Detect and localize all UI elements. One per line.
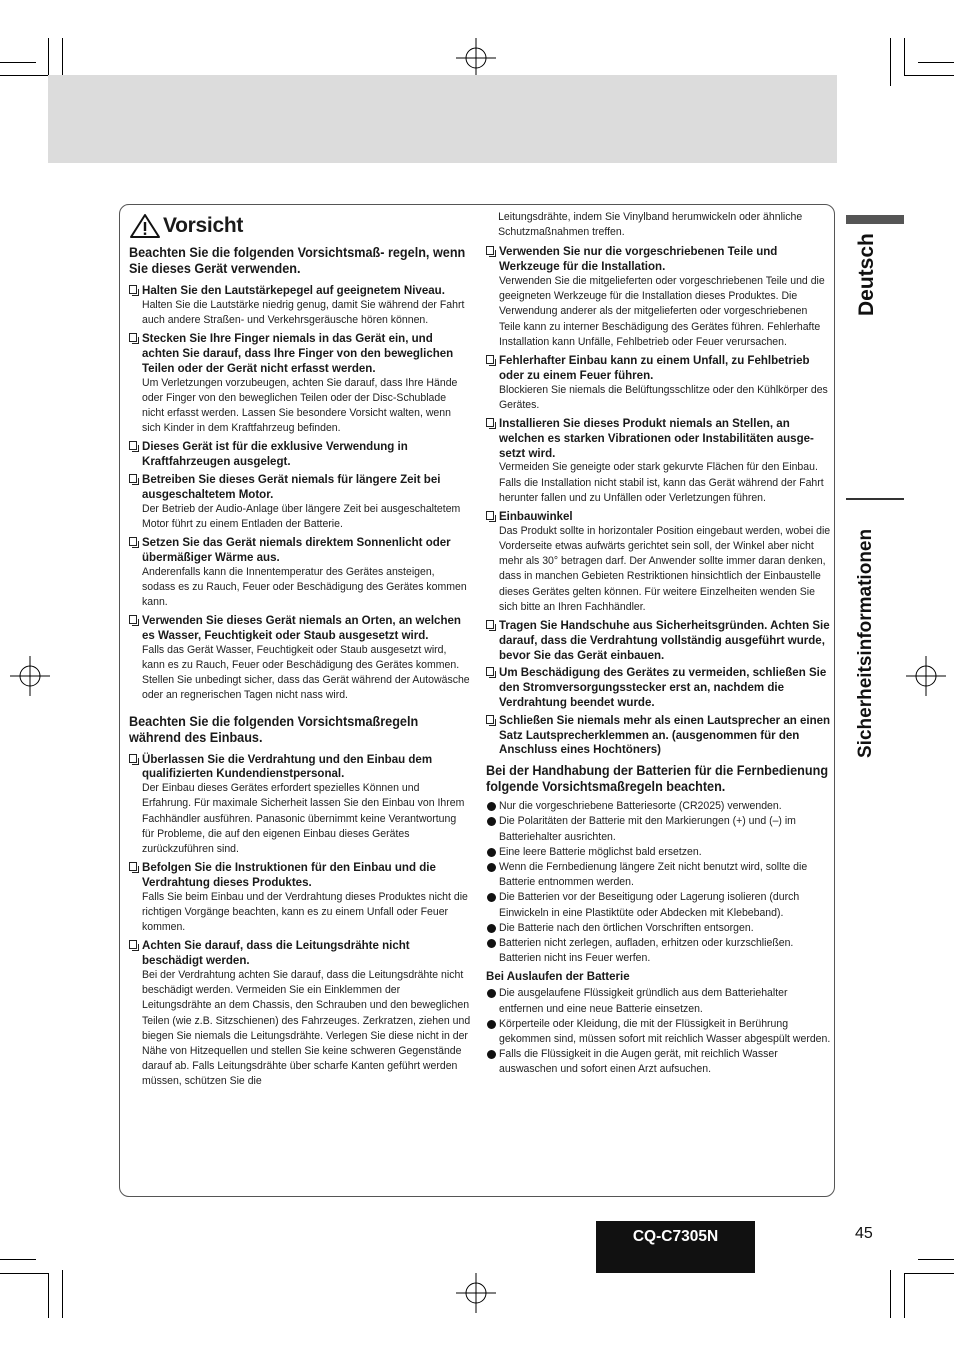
page-number: 45 xyxy=(855,1225,873,1242)
bullet-text: Die Batterie nach den örtlichen Vorschriften entsorgen. xyxy=(499,921,754,934)
battery-precautions-list xyxy=(486,799,830,966)
bullet-item xyxy=(486,860,830,890)
checkbox-bullet-icon xyxy=(129,333,137,342)
bullet-item xyxy=(486,814,830,844)
section-heading-installation: Beachten Sie die folgenden Vorsichtsmaßregeln während des Einbaus. xyxy=(129,713,419,745)
installation-precautions-list-continued xyxy=(486,244,830,757)
checkbox-bullet-icon xyxy=(486,246,494,255)
checkbox-bullet-icon xyxy=(129,537,137,546)
bullet-dot-icon xyxy=(487,848,496,857)
checkbox-bullet-icon xyxy=(129,862,137,871)
registration-mark-icon xyxy=(456,38,496,78)
precaution-item xyxy=(486,665,830,709)
checkbox-bullet-icon xyxy=(129,441,137,450)
precaution-heading: Betreiben Sie dieses Gerät niemals für längere Zeit bei ausgeschaltetem Motor. xyxy=(142,472,441,501)
header-banner xyxy=(48,75,837,163)
precaution-item xyxy=(486,713,830,757)
language-label: Deutsch xyxy=(855,233,878,316)
precaution-heading: Verwenden Sie dieses Gerät niemals an Orten, an welchen es Wasser, Feuchtigkeit oder Staub ausgesetzt wird. xyxy=(142,613,461,642)
precaution-heading: Dieses Gerät ist für die exklusive Verwendung in Kraftfahrzeugen ausgelegt. xyxy=(142,439,408,469)
bullet-text: Wenn die Fernbedienung längere Zeit nicht benutzt wird, sollte die Batterie entnommen werden. xyxy=(499,861,808,889)
section-label: Sicherheitsinformationen xyxy=(855,528,876,758)
page-title: Vorsicht xyxy=(163,214,244,237)
bullet-item xyxy=(486,986,830,1016)
bullet-dot-icon xyxy=(487,893,496,902)
checkbox-bullet-icon xyxy=(486,418,494,427)
bullet-text: Eine leere Batterie möglichst bald ersetzen. xyxy=(499,845,702,858)
precaution-heading: Einbauwinkel xyxy=(499,509,573,524)
sidebar-divider xyxy=(846,498,904,500)
bullet-dot-icon xyxy=(487,1020,496,1029)
precaution-heading: Halten Sie den Lautstärkepegel auf geeignetem Niveau. xyxy=(142,283,445,297)
bullet-text: Die Polaritäten der Batterie mit den Markierungen (+) und (–) im Batteriehalter ausrichten. xyxy=(499,815,796,843)
bullet-item xyxy=(486,845,830,860)
checkbox-bullet-icon xyxy=(129,940,137,949)
content-frame xyxy=(119,204,835,1197)
precaution-heading: Verwenden Sie nur die vorgeschriebenen Teile und Werkzeuge für die Installation. xyxy=(499,244,778,274)
battery-leak-list xyxy=(486,986,830,1077)
checkbox-bullet-icon xyxy=(486,355,494,364)
precaution-item xyxy=(486,416,830,506)
precaution-item xyxy=(129,331,469,436)
precaution-heading: Setzen Sie das Gerät niemals direktem Sonnenlicht oder übermäßiger Wärme aus. xyxy=(142,535,451,564)
bullet-dot-icon xyxy=(487,924,496,933)
precaution-body: Der Betrieb der Audio-Anlage über längere Zeit bei ausgeschaltetem Motor führt zu einem Entladen der Batterie. xyxy=(142,502,461,530)
bullet-text: Die Batterien vor der Beseitigung oder Lagerung isolieren (durch Einwickeln in eine Plastiktüte oder Abdecken mit Klebeband). xyxy=(499,891,800,919)
precaution-item xyxy=(129,472,469,532)
bullet-item xyxy=(486,799,830,814)
precaution-heading: Achten Sie darauf, dass die Leitungsdrähte nicht beschädigt werden. xyxy=(142,938,410,968)
bullet-text: Die ausgelaufene Flüssigkeit gründlich aus dem Batteriehalter entfernen und eine neue Batterie einsetzen. xyxy=(499,987,788,1015)
model-number: CQ-C7305N xyxy=(632,1228,719,1245)
precaution-heading: Um Beschädigung des Gerätes zu vermeiden, schließen Sie den Stromversorgungsstecker erst an, nachdem die Verdrahtung beendet wurde. xyxy=(499,665,827,710)
warning-triangle-icon xyxy=(129,213,161,239)
bullet-item xyxy=(486,1047,830,1077)
precaution-body: Halten Sie die Lautstärke niedrig genug, damit Sie während der Fahrt auch andere Straßen- und Verkehrsgeräusche hören können. xyxy=(142,298,465,326)
checkbox-bullet-icon xyxy=(129,615,137,624)
left-column xyxy=(129,205,469,1093)
precaution-item xyxy=(129,283,469,328)
checkbox-bullet-icon xyxy=(486,715,494,724)
precaution-heading: Befolgen Sie die Instruktionen für den Einbau und die Verdrahtung dieses Produktes. xyxy=(142,860,436,890)
precaution-body: Anderenfalls kann die Innentemperatur des Gerätes ansteigen, sodass es zu Rauch, Feuer oder Beschädigung des Gerätes kommen kann. xyxy=(142,565,467,608)
bullet-item xyxy=(486,936,830,966)
checkbox-bullet-icon xyxy=(486,620,494,629)
precaution-body: Blockieren Sie niemals die Belüftungsschlitze oder den Kühlkörper des Gerätes. xyxy=(499,383,828,411)
bullet-dot-icon xyxy=(487,989,496,998)
precaution-body: Das Produkt sollte in horizontaler Position eingebaut werden, wobei die Vorderseite etwas aufwärts gerichtet sein soll, der Winkel aber nicht mehr als 30° betragen darf. Der Anwender sollte immer daran denken, dass in manchen Gebieten Restriktionen hinsichtlich der Einbaustelle dieses Gerätes gelten können. Für weitere Einzelheiten wenden Sie sich bitte an Ihren Fachhändler. xyxy=(499,524,831,613)
precaution-heading: Überlassen Sie die Verdrahtung und den Einbau dem qualifizierten Kundendienstpersonal. xyxy=(142,751,433,781)
precaution-item xyxy=(129,613,469,703)
precaution-body: Verwenden Sie die mitgelieferten oder vorgeschriebenen Teile und die geeigneten Werkzeuge für die Installation dieses Produktes. Die Verwendung anderer als der mitgelieferten oder vorgeschriebenen Teile kann zu interner Beschädigung des Gerätes führen. Fehlerhafte Installation kann Unfälle, Fehlbetrieb oder Feuer verursachen. xyxy=(499,275,825,348)
precaution-item xyxy=(129,535,469,610)
bullet-dot-icon xyxy=(487,939,496,948)
right-column xyxy=(486,205,830,1078)
bullet-dot-icon xyxy=(487,1050,496,1059)
bullet-item xyxy=(486,890,830,920)
precaution-body: Falls Sie beim Einbau und der Verdrahtung dieses Produktes nicht die richtigen Vorgänge beachten, kann es zu einem Unfall oder Feuer kommen. xyxy=(142,890,468,934)
precaution-heading: Schließen Sie niemals mehr als einen Lautsprecher an einen Satz Lautsprecherklemmen an. (ausgenommen für den Anschluss eines Hochtöners) xyxy=(499,712,831,757)
title-row xyxy=(129,213,469,239)
precaution-heading: Tragen Sie Handschuhe aus Sicherheitsgründen. Achten Sie darauf, dass die Verdrahtung vollständig ausgeführt wurde, bevor Sie das Gerät einbauen. xyxy=(499,618,830,662)
precaution-item xyxy=(486,353,830,413)
precaution-item xyxy=(486,509,830,615)
checkbox-bullet-icon xyxy=(486,667,494,676)
registration-mark-icon xyxy=(10,656,50,696)
precaution-heading: Stecken Sie Ihre Finger niemals in das Gerät ein, und achten Sie darauf, dass Ihre Finger von den beweglichen Teilen oder der Gerät nicht erfasst werden. xyxy=(142,331,454,375)
bullet-text: Körperteile oder Kleidung, die mit der Flüssigkeit in Berührung gekommen sind, müssen sofort mit reichlich Wasser abgespült werden. xyxy=(499,1017,831,1046)
sidebar-accent-bar xyxy=(846,215,904,224)
precaution-body: Um Verletzungen vorzubeugen, achten Sie darauf, dass Ihre Hände oder Finger von den beweglichen Teilen oder der Disc-Schublade nicht erfasst werden. Lassen Sie besondere Vorsicht walten, wenn sich Kinder in dem Kraftfahrzeug befinden. xyxy=(142,376,458,435)
precaution-heading: Fehlerhafter Einbau kann zu einem Unfall, zu Fehlbetrieb oder zu einem Feuer führen. xyxy=(499,353,810,382)
bullet-text: Falls die Flüssigkeit in die Augen gerät, mit reichlich Wasser auswaschen und sofort einen Arzt aufsuchen. xyxy=(499,1048,778,1076)
installation-precautions-list xyxy=(129,752,469,1090)
precaution-body: Vermeiden Sie geneigte oder stark gekurvte Flächen für den Einbau. Falls die Installation nicht stabil ist, kann das Gerät während der Fahrt herunter fallen und zu Unfällen oder Verletzungen führen. xyxy=(499,461,824,504)
bullet-item xyxy=(486,921,830,936)
bullet-text: Batterien nicht zerlegen, aufladen, erhitzen oder kurzschließen. Batterien nicht ins Feuer werfen. xyxy=(499,937,794,965)
precaution-heading: Installieren Sie dieses Produkt niemals an Stellen, an welchen es starken Vibrationen oder Instabilitäten ausge- setzt wird. xyxy=(499,416,814,460)
precaution-item xyxy=(129,860,469,935)
section-heading-batteries: Bei der Handhabung der Batterien für die Fernbedienung folgende Vorsichtsmaßregeln beachten. xyxy=(486,763,829,795)
continuation-text: Leitungsdrähte, indem Sie Vinylband herumwickeln oder ähnliche Schutzmaßnahmen treffen. xyxy=(498,211,803,239)
precaution-item xyxy=(129,938,469,1089)
section-heading-usage: Beachten Sie die folgenden Vorsichtsmaß- regeln, wenn Sie dieses Gerät verwenden. xyxy=(129,245,466,276)
precaution-item xyxy=(129,439,469,469)
bullet-dot-icon xyxy=(487,817,496,826)
usage-precautions-list xyxy=(129,283,469,704)
section-heading-battery-leak: Bei Auslaufen der Batterie xyxy=(486,969,630,984)
precaution-body: Der Einbau dieses Gerätes erfordert spezielles Können und Erfahrung. Für maximale Sicherheit lassen Sie den Einbau von Ihrem Fachhändler ausführen. Panasonic übernimmt keine Verantwortung für Probleme, die auf den eigenen Einbau dieses Gerätes zurückzuführen sind. xyxy=(142,782,465,856)
precaution-body: Bei der Verdrahtung achten Sie darauf, dass die Leitungsdrähte nicht beschädigt werden. Vermeiden Sie ein Einklemmen der Leitungsdrähte an dem Chassis, den Schrauben und den beweglichen Teilen (wie z.B. Sitzschienen) des Fahrzeuges. Zerkratzen, ziehen und biegen Sie niemals die Leitungsdrähte. Verlegen Sie diese nicht in der Nähe von Hitzequellen und stellen Sie keine schweren Gegenstände darauf ab. Falls Leitungsdrähte über scharfe Kanten geführt werden müssen, schützen Sie die xyxy=(142,969,471,1088)
bullet-dot-icon xyxy=(487,802,496,811)
checkbox-bullet-icon xyxy=(129,285,137,294)
checkbox-bullet-icon xyxy=(129,754,137,763)
checkbox-bullet-icon xyxy=(129,474,137,483)
bullet-text: Nur die vorgeschriebene Batteriesorte (CR2025) verwenden. xyxy=(499,800,782,813)
precaution-item xyxy=(486,618,830,662)
bullet-dot-icon xyxy=(487,863,496,872)
precaution-item xyxy=(486,244,830,350)
precaution-body: Falls das Gerät Wasser, Feuchtigkeit oder Staub ausgesetzt wird, kann es zu Rauch, Feuer oder Beschädigung des Gerätes kommen. Stellen Sie unbedingt sicher, dass das Gerät während der Autowäsche oder an regnerischen Tagen nicht nass wird. xyxy=(142,643,470,702)
registration-mark-icon xyxy=(906,656,946,696)
precaution-item xyxy=(129,752,469,858)
registration-mark-icon xyxy=(456,1273,496,1313)
model-badge xyxy=(596,1221,755,1273)
bullet-item xyxy=(486,1017,830,1047)
checkbox-bullet-icon xyxy=(486,511,494,520)
